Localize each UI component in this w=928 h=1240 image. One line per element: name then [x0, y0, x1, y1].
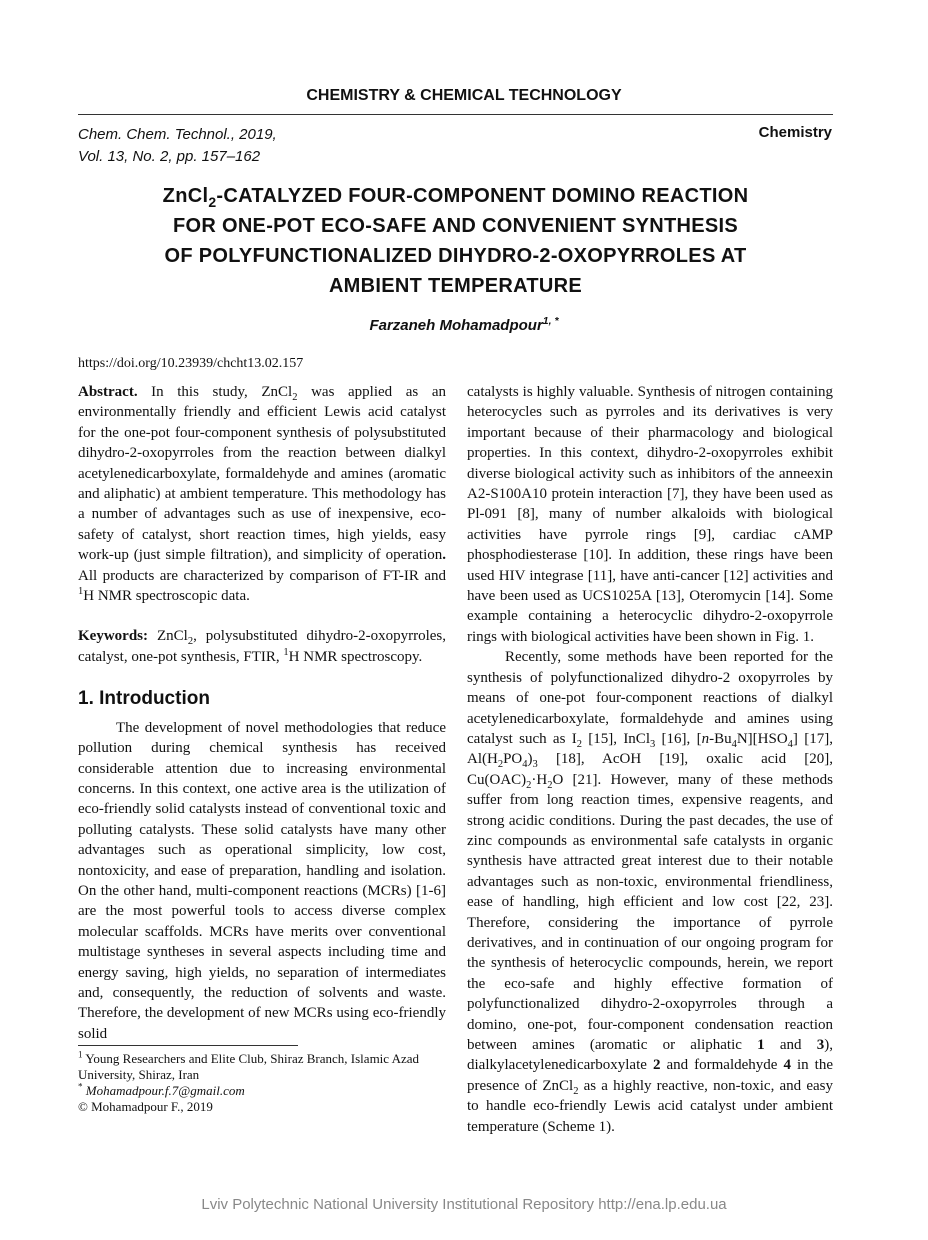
body-paragraph [467, 647, 833, 1137]
text-segment: catalysts is highly valuable. Synthesis of nitrogen containing heterocycles such as pyrroles and its derivatives is very important because of their pharmacology and biological properties. In this context, dihydro-2-oxopyrroles exhibit diverse biological activity such as inhibitors of the anneexin A2-S100A10 protein interaction [7], they have been used as Pl-091 [8], many of number alkaloids with biological activities have pyrrole rings [9], cardiac cAMP phosphodiesterase [10]. In addition, these rings have been used HIV integrase [11], have anti-cancer [12] activities and have been used as UCS1025A [13], Oteromycin [14]. Some example containing a heterocyclic dihydro-2-oxopyrrole rings with biological activities have been shown in Fig. 1. [467, 384, 833, 645]
text-segment: Mohamadpour.f.7@gmail.com [85, 1083, 245, 1098]
text-segment: , polysubstituted dihydro-2-oxopyrroles, catalyst, one-pot synthesis, FTIR, [78, 628, 446, 665]
text-segment: 3 [649, 738, 656, 750]
section-tag: Chemistry [758, 124, 832, 141]
text-segment: 1 [78, 586, 84, 598]
text-segment: [16], [ [655, 730, 702, 747]
text-segment: 2 [576, 738, 582, 750]
text-segment: ZnCl [162, 185, 209, 207]
text-segment: 1 [757, 1037, 765, 1053]
text-segment: 2 [526, 779, 532, 791]
text-segment: PO [503, 751, 523, 768]
text-segment: OF POLYFUNCTIONALIZED DIHYDRO-2-OXOPYRROLES AT [164, 245, 747, 267]
text-segment: 2 [547, 779, 553, 791]
text-segment: . [442, 547, 446, 564]
text-segment: 4 [731, 738, 737, 750]
text-segment: 4 [787, 738, 793, 750]
text-segment: 1, * [542, 315, 559, 327]
text-segment: N][HSO [736, 730, 788, 747]
title-line [78, 241, 833, 271]
text-segment: 2 [652, 1057, 661, 1074]
keywords [78, 626, 446, 667]
text-segment: 4 [522, 759, 528, 771]
text-segment: The development of novel methodologies that reduce pollution during chemical synthesis has received considerable attention due to increasing environmental concerns. In this context, one active area is the utilization of eco-friendly solid catalysts instead of conventional toxic and polluting catalysts. These solid catalysts have many other advantages such as operational simplicity, low cost, nontoxicity, and ease of preparation, handling and isolation. On the other hand, multi-component reactions (MCRs) [1-6] are the most powerful tools to access diverse complex molecular scaffolds. MCRs have merits over conventional multistage syntheses in several aspects including time and energy saving, high yields, no separation of intermediates and, consequently, the reduction of solvents and waste. Therefore, the development of new MCRs using eco-friendly solid [78, 719, 446, 1042]
text-segment: 2 [573, 1085, 579, 1097]
citation-line-1: Chem. Chem. Technol., 2019, [78, 126, 277, 143]
header-rule [78, 114, 833, 115]
text-segment: [18], AcOH [19], oxalic acid [20], Cu(OAC) [467, 751, 833, 788]
author [0, 317, 928, 334]
footnote-email[interactable] [78, 1083, 458, 1099]
footnotes [78, 1051, 458, 1115]
text-segment: H NMR spectroscopy. [288, 648, 423, 665]
body-paragraph [467, 382, 833, 647]
repository-footer: Lviv Polytechnic National University Institutional Repository http://ena.lp.edu.ua [201, 1196, 727, 1213]
text-segment: n [701, 730, 710, 747]
text-segment: H NMR spectroscopic data. [83, 588, 250, 605]
footnote-rule [78, 1045, 298, 1046]
text-segment: ) [527, 751, 533, 768]
section-heading-introduction: 1. Introduction [78, 688, 210, 710]
text-segment: and [764, 1037, 817, 1053]
text-segment: ] [17], Al(H [467, 730, 833, 768]
text-segment: O [21]. However, many of these methods suffer from long reaction times, expensive reagents, and strong acidic conditions. During the past decades, the use of zinc compounds as environmental safe catalysts in organic synthesis have attracted great interest due to their notable advantages such as non-toxic, environmental friendliness, ease of handling, high efficient and low cost [22, 23]. Therefore, considering the importance of pyrrole derivatives, and in continuation of our ongoing program for the synthesis of heterocyclic compounds, herein, we report the eco-safe and highly effective formation of polyfunctionalized dihydro-2-oxopyrroles through a domino, one-pot, four-component condensation reaction between amines (aromatic or aliphatic [467, 771, 833, 1053]
text-segment: All products are characterized by comparison of FT-IR and [78, 567, 446, 584]
text-segment: was applied as an environmentally friendly and efficient Lewis acid catalyst for the one-pot four-component synthesis of polysubstituted dihydro-2-oxopyrroles from the reaction between dialkyl acetylenedicarboxylate, formaldehyde and amines (aromatic and aliphatic) at ambient temperature. This methodology has a number of advantages such as use of inexpensive, eco-safety of catalyst, short reaction times, high yields, easy work-up (just simple filtration), and simplicity of operation [78, 384, 446, 564]
right-column [467, 382, 833, 1137]
text-segment: 2 [208, 194, 217, 210]
citation [78, 124, 277, 168]
text-segment: AMBIENT TEMPERATURE [328, 275, 583, 297]
text-segment: Abstract. [78, 384, 138, 400]
text-segment: -Bu [709, 730, 732, 747]
citation-line-2: Vol. 13, No. 2, pp. 157–162 [78, 148, 261, 165]
title-line [78, 271, 833, 301]
text-segment: ZnCl [148, 628, 188, 645]
text-segment: 4 [783, 1057, 791, 1074]
abstract [78, 382, 446, 606]
text-segment: [15], InCl [581, 730, 650, 747]
text-segment: in the presence of ZnCl [467, 1057, 833, 1094]
text-segment: and formaldehyde [660, 1057, 784, 1074]
title-line [78, 211, 833, 241]
footnote-copyright: © Mohamadpour F., 2019 [78, 1099, 213, 1114]
text-segment: -CATALYZED FOUR-COMPONENT DOMINO REACTION [216, 185, 749, 207]
text-segment: Keywords: [78, 628, 148, 645]
title-line [78, 181, 833, 211]
text-segment: FOR ONE-POT ECO-SAFE AND CONVENIENT SYNTHESIS [172, 215, 739, 237]
text-segment: 2 [187, 636, 194, 648]
text-segment: 3 [532, 759, 538, 771]
text-segment: 1 [78, 1049, 83, 1060]
text-segment: In this study, ZnCl [137, 384, 293, 400]
journal-header: CHEMISTRY & CHEMICAL TECHNOLOGY [306, 87, 622, 104]
text-segment: 1 [283, 646, 289, 658]
doi-link[interactable]: https://doi.org/10.23939/chcht13.02.157 [78, 356, 304, 371]
text-segment: ), dialkylacetylenedicarboxylate [467, 1037, 833, 1074]
text-segment: ·H [531, 771, 548, 788]
left-column [78, 382, 446, 1044]
text-segment: Young Researchers and Elite Club, Shiraz Branch, Islamic Azad University, Shiraz, Iran [78, 1051, 420, 1082]
text-segment: as a highly reactive, non-toxic, and easy to handle eco-friendly Lewis acid catalyst under ambient temperature (Scheme 1). [467, 1077, 834, 1135]
text-segment: 3 [816, 1037, 825, 1053]
intro-paragraph [78, 718, 446, 1045]
text-segment: 2 [292, 392, 298, 403]
article-title [78, 181, 833, 301]
text-segment: Recently, some methods have been reported for the synthesis of polyfunctionalized dihydro-2 oxopyrroles by means of one-pot four-component reactions of dialkyl acetylenedicarboxylate, formaldehyde and amines using catalyst such as I [467, 649, 833, 747]
footnote-affiliation [78, 1051, 458, 1083]
text-segment: * [78, 1081, 83, 1092]
text-segment: 2 [497, 759, 504, 771]
text-segment: Farzaneh Mohamadpour [369, 317, 543, 334]
